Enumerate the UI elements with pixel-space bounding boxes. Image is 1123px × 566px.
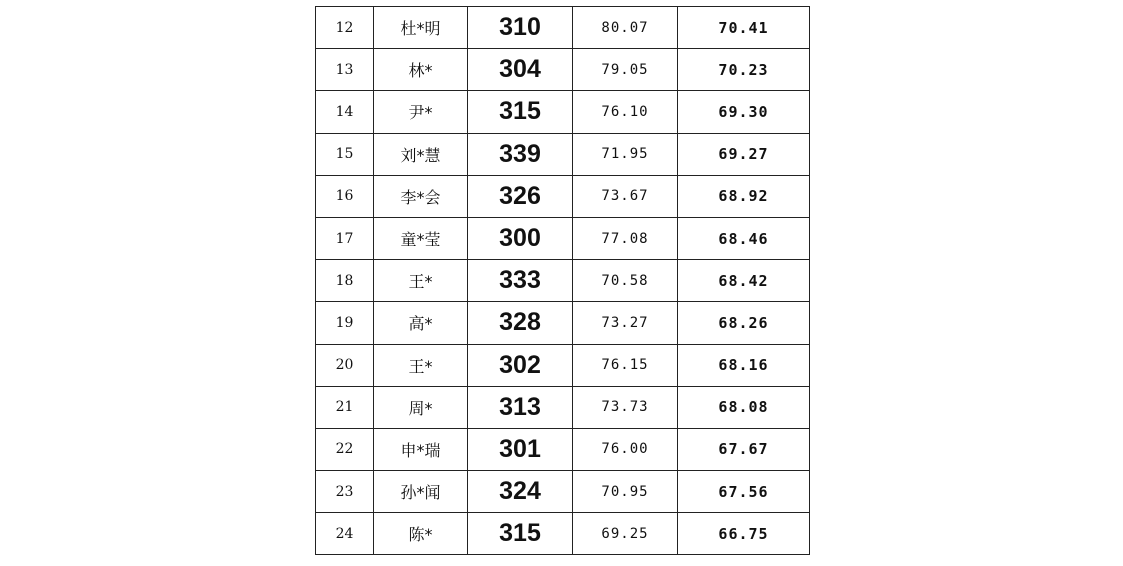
exam-score-cell: 333 — [468, 260, 573, 302]
name-cell: 高* — [374, 302, 468, 344]
interview-score-cell: 73.27 — [573, 302, 678, 344]
rank-cell: 19 — [316, 302, 374, 344]
total-score-cell: 67.67 — [678, 428, 810, 470]
total-score-cell: 68.08 — [678, 386, 810, 428]
interview-score-cell: 80.07 — [573, 7, 678, 49]
name-cell: 童*莹 — [374, 217, 468, 259]
total-score-cell: 68.16 — [678, 344, 810, 386]
interview-score-cell: 70.58 — [573, 260, 678, 302]
interview-score-cell: 79.05 — [573, 49, 678, 91]
table-row — [316, 7, 810, 49]
score-table-body — [316, 7, 810, 555]
name-cell: 李*会 — [374, 175, 468, 217]
rank-cell: 24 — [316, 513, 374, 555]
total-score-cell: 70.41 — [678, 7, 810, 49]
interview-score-cell: 76.10 — [573, 91, 678, 133]
interview-score-cell: 77.08 — [573, 217, 678, 259]
rank-cell: 23 — [316, 471, 374, 513]
table-row — [316, 513, 810, 555]
name-cell: 尹* — [374, 91, 468, 133]
exam-score-cell: 301 — [468, 428, 573, 470]
rank-cell: 18 — [316, 260, 374, 302]
total-score-cell: 70.23 — [678, 49, 810, 91]
rank-cell: 14 — [316, 91, 374, 133]
rank-cell: 20 — [316, 344, 374, 386]
rank-cell: 13 — [316, 49, 374, 91]
table-row — [316, 217, 810, 259]
table-row — [316, 175, 810, 217]
table-row — [316, 428, 810, 470]
exam-score-cell: 313 — [468, 386, 573, 428]
rank-cell: 12 — [316, 7, 374, 49]
rank-cell: 22 — [316, 428, 374, 470]
exam-score-cell: 324 — [468, 471, 573, 513]
table-row — [316, 91, 810, 133]
interview-score-cell: 71.95 — [573, 133, 678, 175]
exam-score-cell: 315 — [468, 91, 573, 133]
name-cell: 申*瑞 — [374, 428, 468, 470]
exam-score-cell: 302 — [468, 344, 573, 386]
score-table — [315, 6, 810, 555]
total-score-cell: 68.26 — [678, 302, 810, 344]
total-score-cell: 68.42 — [678, 260, 810, 302]
table-row — [316, 471, 810, 513]
name-cell: 杜*明 — [374, 7, 468, 49]
table-row — [316, 260, 810, 302]
table-row — [316, 133, 810, 175]
rank-cell: 21 — [316, 386, 374, 428]
table-row — [316, 49, 810, 91]
total-score-cell: 68.46 — [678, 217, 810, 259]
total-score-cell: 68.92 — [678, 175, 810, 217]
interview-score-cell: 76.15 — [573, 344, 678, 386]
interview-score-cell: 73.67 — [573, 175, 678, 217]
rank-cell: 15 — [316, 133, 374, 175]
name-cell: 王* — [374, 260, 468, 302]
exam-score-cell: 328 — [468, 302, 573, 344]
name-cell: 陈* — [374, 513, 468, 555]
table-row — [316, 344, 810, 386]
exam-score-cell: 304 — [468, 49, 573, 91]
exam-score-cell: 300 — [468, 217, 573, 259]
interview-score-cell: 73.73 — [573, 386, 678, 428]
interview-score-cell: 69.25 — [573, 513, 678, 555]
name-cell: 孙*闻 — [374, 471, 468, 513]
interview-score-cell: 70.95 — [573, 471, 678, 513]
table-row — [316, 386, 810, 428]
total-score-cell: 66.75 — [678, 513, 810, 555]
interview-score-cell: 76.00 — [573, 428, 678, 470]
total-score-cell: 67.56 — [678, 471, 810, 513]
name-cell: 王* — [374, 344, 468, 386]
total-score-cell: 69.30 — [678, 91, 810, 133]
name-cell: 周* — [374, 386, 468, 428]
name-cell: 林* — [374, 49, 468, 91]
exam-score-cell: 326 — [468, 175, 573, 217]
rank-cell: 17 — [316, 217, 374, 259]
exam-score-cell: 315 — [468, 513, 573, 555]
exam-score-cell: 310 — [468, 7, 573, 49]
table-row — [316, 302, 810, 344]
rank-cell: 16 — [316, 175, 374, 217]
total-score-cell: 69.27 — [678, 133, 810, 175]
name-cell: 刘*慧 — [374, 133, 468, 175]
exam-score-cell: 339 — [468, 133, 573, 175]
